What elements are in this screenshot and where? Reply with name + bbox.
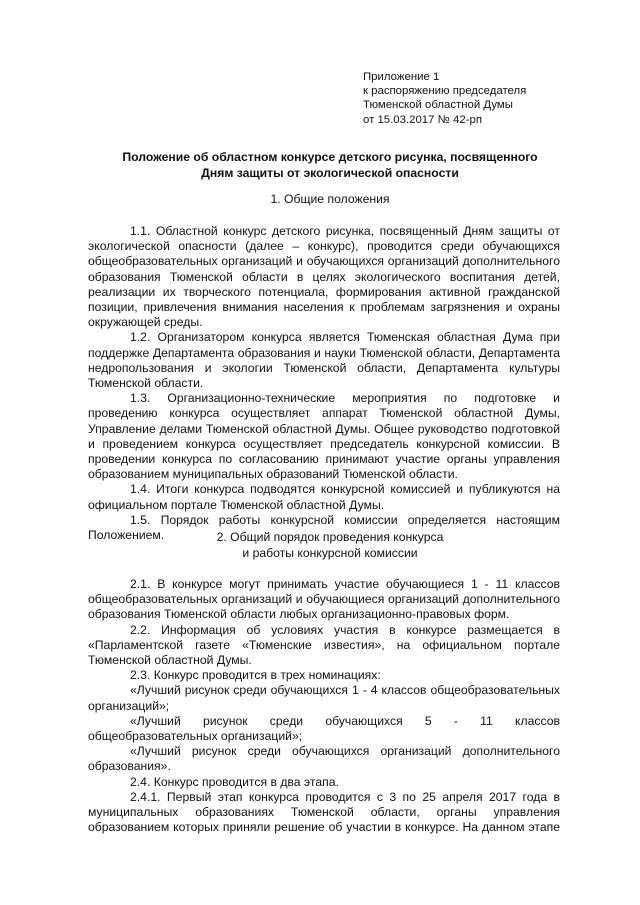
section-2-heading-line-1: 2. Общий порядок проведения конкурса	[216, 530, 444, 544]
paragraph-1-5: 1.5. Порядок работы конкурсной комиссии определяется настоящим Положением.	[88, 512, 560, 543]
paragraph-1-2: 1.2. Организатором конкурса является Тюменская областная Дума при поддержке Департамента образования и науки Тюменской области, Департамента недропользования и экологии Тюменской области, Департамента культуры Тюменской области.	[88, 330, 560, 391]
paragraph-2-4-1: 2.4.1. Первый этап конкурса проводится с 3 по 25 апреля 2017 года в муниципальных образованиях Тюменской области, органы управления образованием которых приняли решение об участии в конкурсе. На данном этапе	[88, 789, 560, 835]
paragraph-1-3: 1.3. Организационно-технические мероприятия по подготовке и проведению конкурса осуществляет аппарат Тюменской областной Думы, Управление делами Тюменской областной Думы. Общее руководство подготовкой и проведением конкурса осуществляет председатель конкурсной комиссии. В проведении конкурса по согласованию принимают участие органы управления образованием муниципальных образований Тюменской области.	[88, 391, 560, 482]
paragraph-1-4: 1.4. Итоги конкурса подводятся конкурсной комиссией и публикуются на официальном портале Тюменской областной Думы.	[88, 482, 560, 512]
title-line-1: Положение об областном конкурсе детского рисунка, посвященного	[122, 150, 538, 164]
section-2-body	[88, 577, 560, 835]
document-title	[90, 150, 570, 181]
appendix-line-3: Тюменской областной Думы	[363, 99, 513, 112]
appendix-line-2: к распоряжению председателя	[363, 85, 527, 98]
paragraph-1-1: 1.1. Областной конкурс детского рисунка, посвященный Дням защиты от экологической опасности (далее – конкурс), проводится среди обучающихся общеобразовательных организаций и обучающихся организаций дополнительного образования Тюменской области в целях экологического воспитания детей, реализации их творческого потенциала, формирования активной гражданской позиции, привлечения внимания населения к проблемам загрязнения и охраны окружающей среды.	[88, 224, 560, 330]
paragraph-2-1: 2.1. В конкурсе могут принимать участие обучающиеся 1 - 11 классов общеобразовательных организаций и обучающиеся организаций дополнительного образования Тюменской области любых организационно-правовых форм.	[88, 577, 560, 622]
appendix-line-1: Приложение 1	[363, 71, 440, 83]
section-1-heading-text: 1. Общие положения	[270, 192, 390, 206]
paragraph-2-2: 2.2. Информация об условиях участия в конкурсе размещается в «Парламентской газете «Тюменские известия», на официальном портале Тюменской областной Думы.	[88, 622, 560, 668]
section-2-heading	[90, 530, 570, 561]
section-1-body	[88, 224, 560, 543]
nomination-1: «Лучший рисунок среди обучающихся 1 - 4 классов общеобразовательных организаций»;	[88, 683, 560, 713]
paragraph-2-3: 2.3. Конкурс проводится в трех номинациях:	[130, 668, 381, 683]
section-1-heading	[90, 192, 570, 208]
nomination-3: «Лучший рисунок среди обучающихся организаций дополнительного образования».	[88, 744, 560, 774]
appendix-line-4: от 15.03.2017 № 42-рп	[363, 113, 482, 126]
nomination-2: «Лучший рисунок среди обучающихся 5 - 11 классов общеобразовательных организаций»;	[88, 713, 560, 744]
appendix-block	[363, 70, 603, 127]
section-2-heading-line-2: и работы конкурсной комиссии	[242, 545, 418, 560]
title-line-2: Дням защиты от экологической опасности	[201, 165, 459, 180]
paragraph-2-4: 2.4. Конкурс проводится в два этапа.	[130, 774, 339, 789]
